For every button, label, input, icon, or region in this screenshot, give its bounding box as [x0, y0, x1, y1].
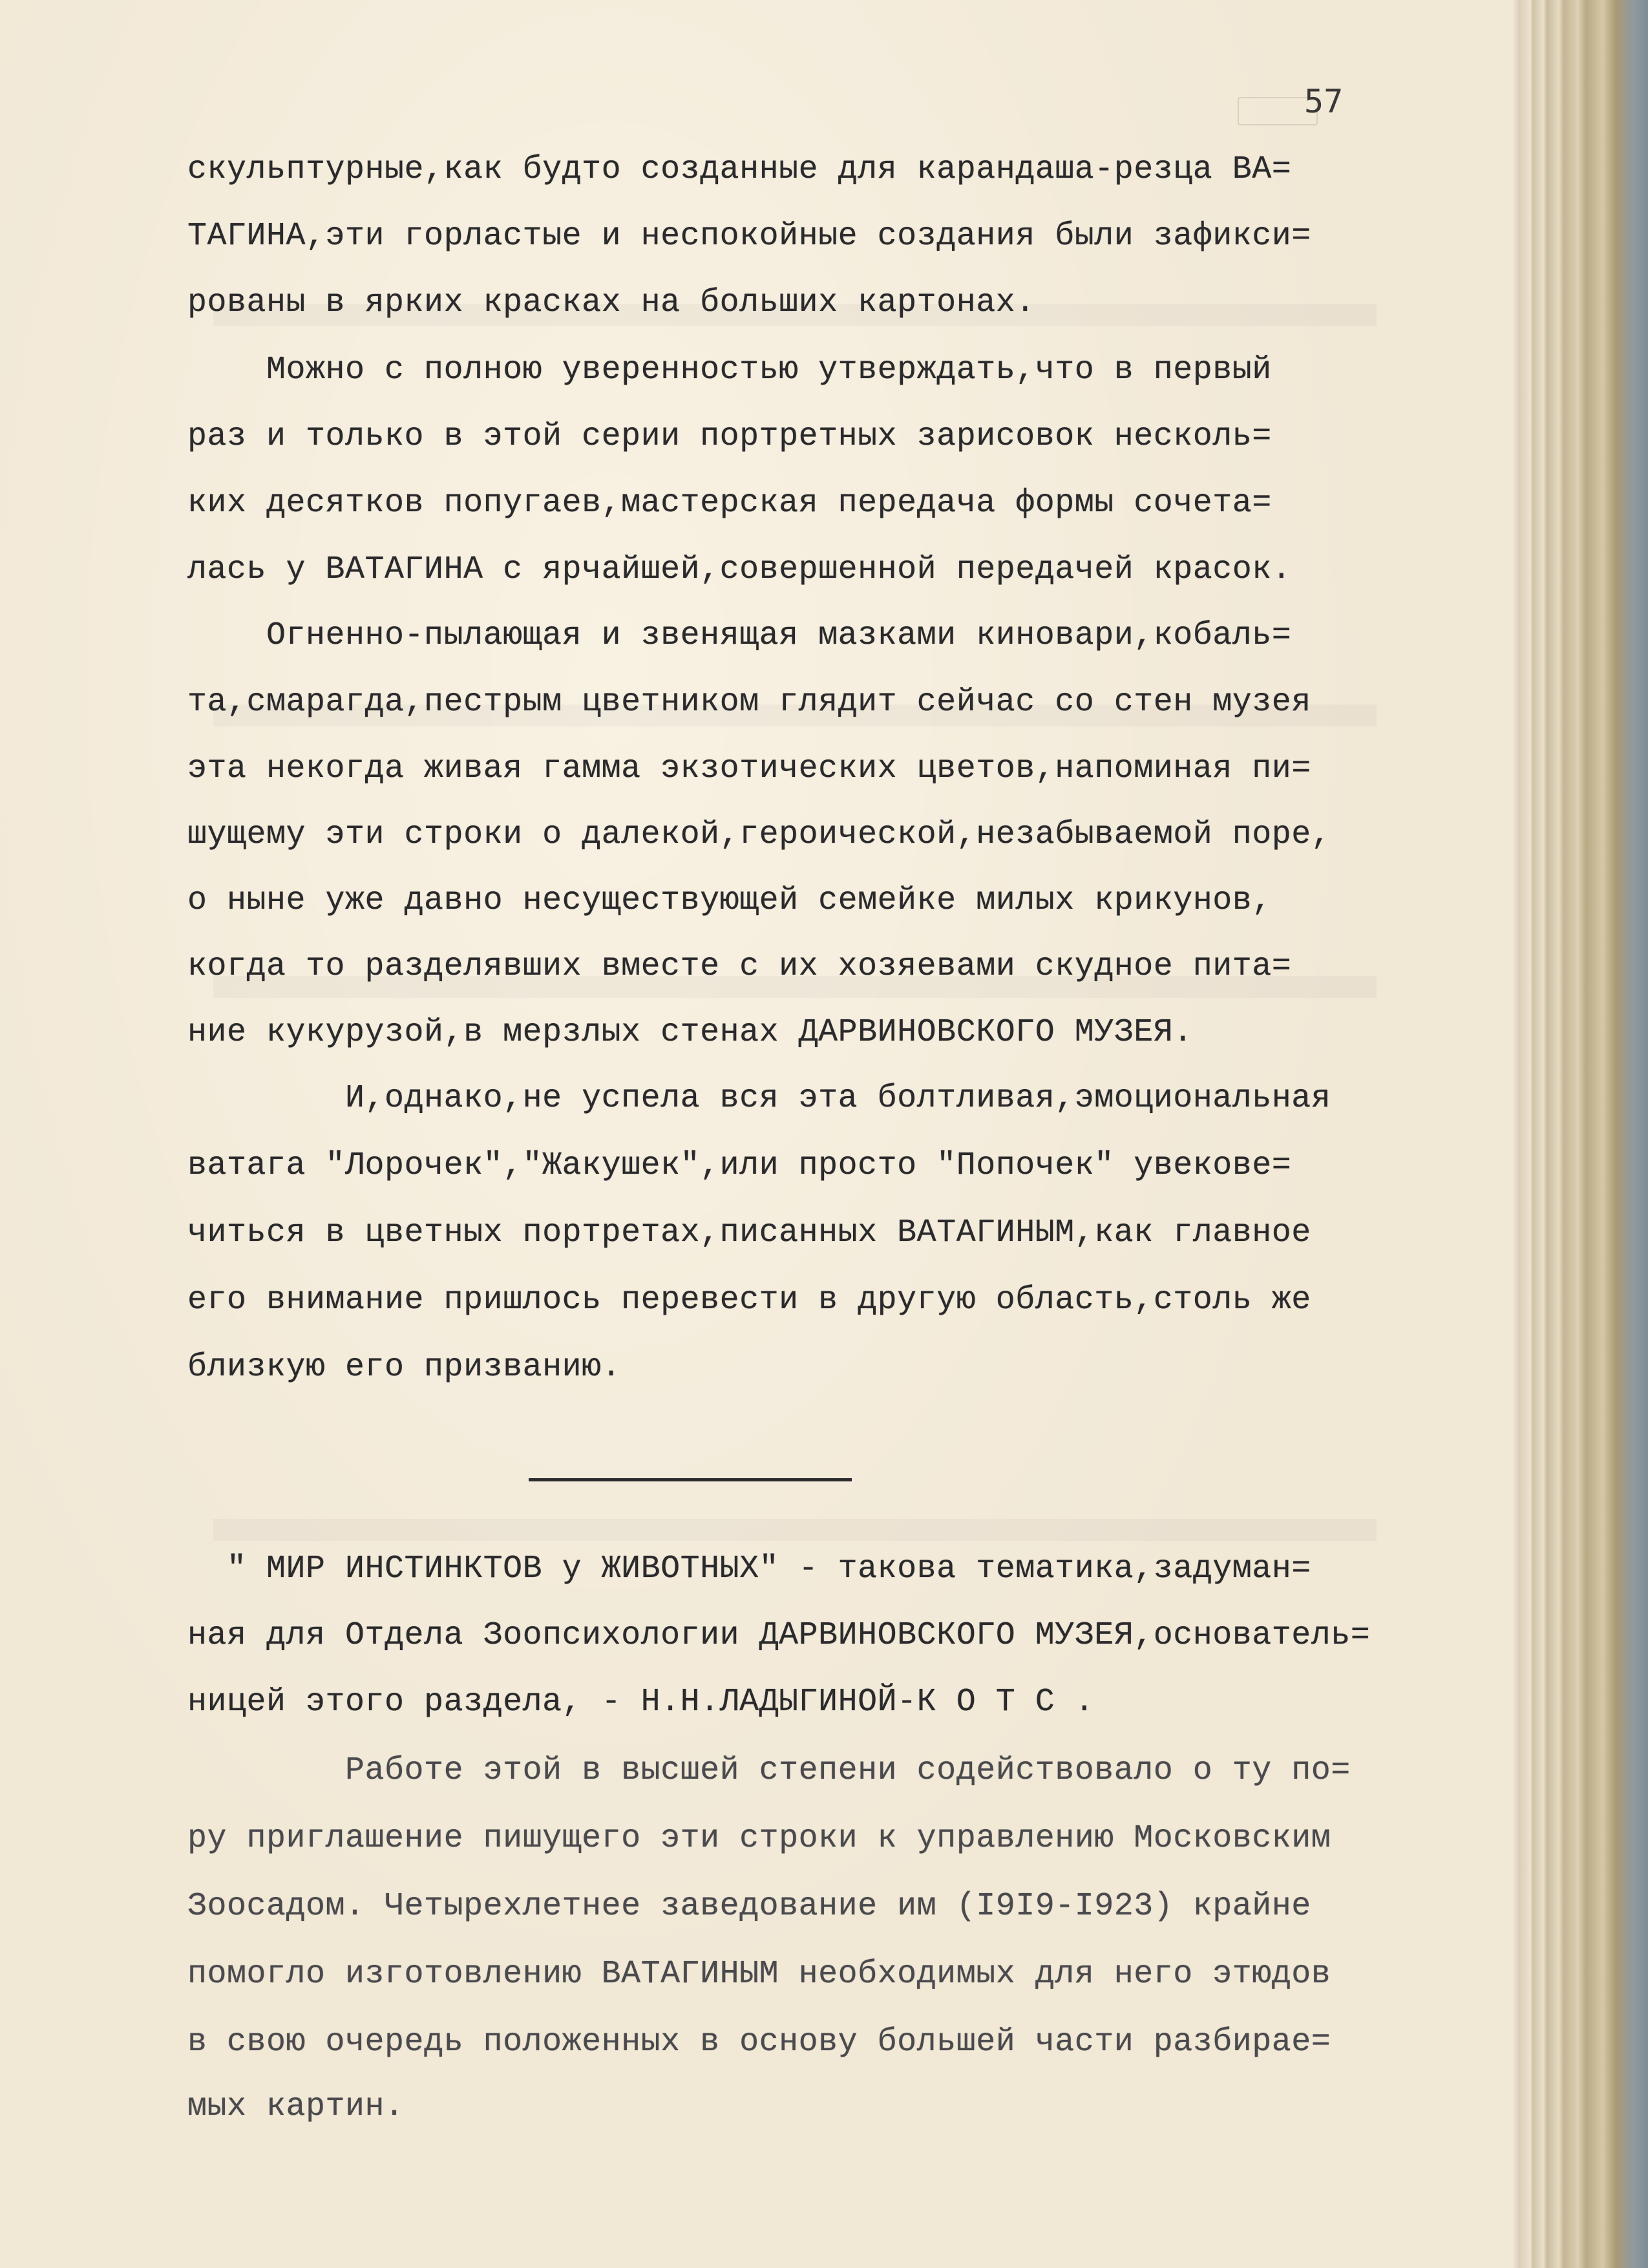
text-line: ру приглашение пишущего эти строки к управлению Московским [187, 1820, 1331, 1857]
text-line: его внимание пришлось перевести в другую область,столь же [187, 1282, 1311, 1319]
text-line: скульптурные,как будто созданные для карандаша-резца ВА= [187, 151, 1292, 188]
show-through-trace [213, 1519, 1377, 1541]
section-divider [529, 1478, 852, 1481]
text-line: ТАГИНА,эти горластые и неспокойные создания были зафикси= [187, 218, 1311, 255]
text-line: ких десятков попугаев,мастерская передача формы сочета= [187, 485, 1272, 522]
text-line: шущему эти строки о далекой,героической,незабываемой поре, [187, 816, 1331, 853]
text-line: та,смарагда,пестрым цветником глядит сейчас со стен музея [187, 684, 1311, 721]
text-line: в свою очередь положенных в основу большей части разбирае= [187, 2024, 1331, 2061]
text-line: раз и только в этой серии портретных зарисовок несколь= [187, 418, 1272, 455]
page-number: 57 [1304, 83, 1344, 120]
text-line: ная для Отдела Зоопсихологии ДАРВИНОВСКОГО МУЗЕЯ,основатель= [187, 1617, 1371, 1654]
text-line: эта некогда живая гамма экзотических цветов,напоминая пи= [187, 750, 1311, 787]
text-line: помогло изготовлению ВАТАГИНЫМ необходимых для него этюдов [187, 1956, 1331, 1993]
text-line: ние кукурузой,в мерзлых стенах ДАРВИНОВСКОГО МУЗЕЯ. [187, 1014, 1193, 1051]
text-line: рованы в ярких красках на больших картонах. [187, 284, 1035, 321]
text-line: " МИР ИНСТИНКТОВ у ЖИВОТНЫХ" - такова тематика,задуман= [187, 1551, 1311, 1587]
text-line: лась у ВАТАГИНА с ярчайшей,совершенной передачей красок. [187, 551, 1292, 588]
text-line: Огненно-пылающая и звенящая мазками киновари,кобаль= [187, 617, 1292, 654]
text-line: близкую его призванию. [187, 1349, 622, 1386]
text-line: ватага "Лорочек","Жакушек",или просто "Попочек" увекове= [187, 1147, 1292, 1184]
stacked-page-edges [1519, 0, 1648, 2268]
text-line: о ныне уже давно несуществующей семейке милых крикунов, [187, 882, 1272, 919]
text-line: Зоосадом. Четырехлетнее заведование им (I9I9-I923) крайне [187, 1888, 1311, 1925]
text-line: Работе этой в высшей степени содействовало о ту по= [187, 1752, 1351, 1789]
text-line: читься в цветных портретах,писанных ВАТАГИНЫМ,как главное [187, 1214, 1311, 1251]
text-line: ницей этого раздела, - Н.Н.ЛАДЫГИНОЙ-К О Т С . [187, 1684, 1095, 1721]
text-line: Можно с полною уверенностью утверждать,что в первый [187, 352, 1272, 388]
text-line: когда то разделявших вместе с их хозяевами скудное пита= [187, 948, 1292, 985]
text-line: мых картин. [187, 2088, 405, 2125]
text-line: И,однако,не успела вся эта болтливая,эмоциональная [187, 1080, 1331, 1117]
